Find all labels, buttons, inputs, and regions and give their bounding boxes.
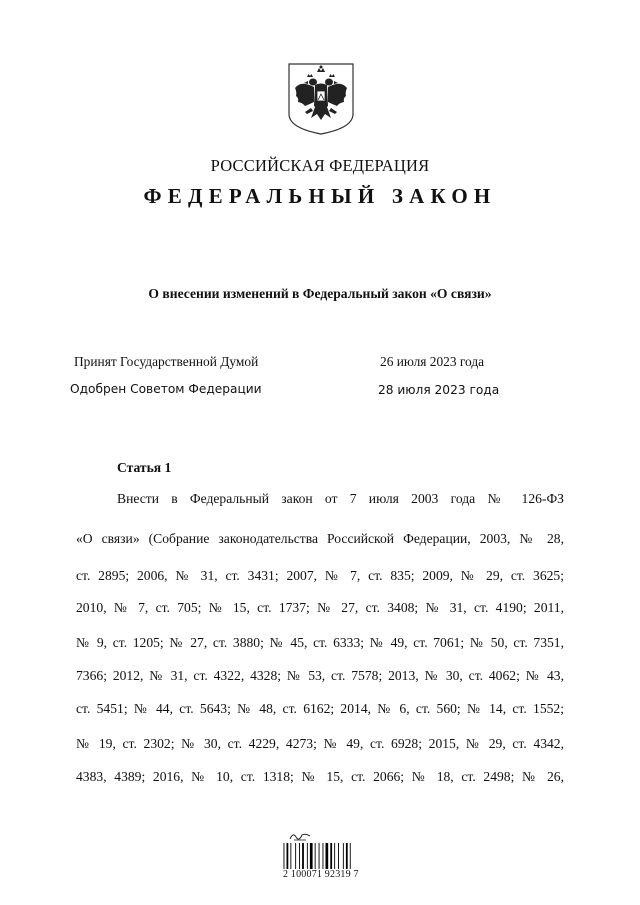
coat-of-arms-emblem (287, 62, 355, 136)
barcode (283, 843, 363, 869)
barcode-number: 2 100071 92319 7 (283, 869, 359, 880)
approved-by-label: Одобрен Советом Федерации (70, 382, 262, 396)
adopted-by-label: Принят Государственной Думой (74, 354, 259, 369)
article-text-line: 7366; 2012, № 31, ст. 4322, 4328; № 53, ст. 7578; 2013, № 30, ст. 4062; № 43, (76, 668, 564, 683)
approved-date: 28 июля 2023 года (378, 383, 500, 397)
country-name: РОССИЙСКАЯ ФЕДЕРАЦИЯ (210, 156, 430, 175)
article-text-line: № 19, ст. 2302; № 30, ст. 4229, 4273; № 49, ст. 6928; 2015, № 29, ст. 4342, (76, 736, 564, 751)
adopted-date: 26 июля 2023 года (380, 354, 485, 369)
article-text-line: «О связи» (Собрание законодательства Российской Федерации, 2003, № 28, (76, 531, 564, 546)
article-heading: Статья 1 (117, 460, 172, 475)
article-text-line: 4383, 4389; 2016, № 10, ст. 1318; № 15, ст. 2066; № 18, ст. 2498; № 26, (76, 769, 564, 784)
document-type-heading: ФЕДЕРАЛЬНЫЙ ЗАКОН (143, 184, 497, 208)
article-text-line: № 9, ст. 1205; № 27, ст. 3880; № 45, ст. 6333; № 49, ст. 7061; № 50, ст. 7351, (76, 635, 564, 650)
article-text-line: Внести в Федеральный закон от 7 июля 2003 года № 126-ФЗ (117, 491, 564, 506)
law-title: О внесении изменений в Федеральный закон «О связи» (148, 286, 492, 301)
article-text-line: ст. 5451; № 44, ст. 5643; № 48, ст. 6162; 2014, № 6, ст. 560; № 14, ст. 1552; (76, 701, 564, 716)
article-text-line: 2010, № 7, ст. 705; № 15, ст. 1737; № 27, ст. 3408; № 31, ст. 4190; 2011, (76, 600, 564, 615)
signature-mark-icon (288, 830, 312, 842)
article-text-line: ст. 2895; 2006, № 31, ст. 3431; 2007, № 7, ст. 835; 2009, № 29, ст. 3625; (76, 568, 564, 583)
